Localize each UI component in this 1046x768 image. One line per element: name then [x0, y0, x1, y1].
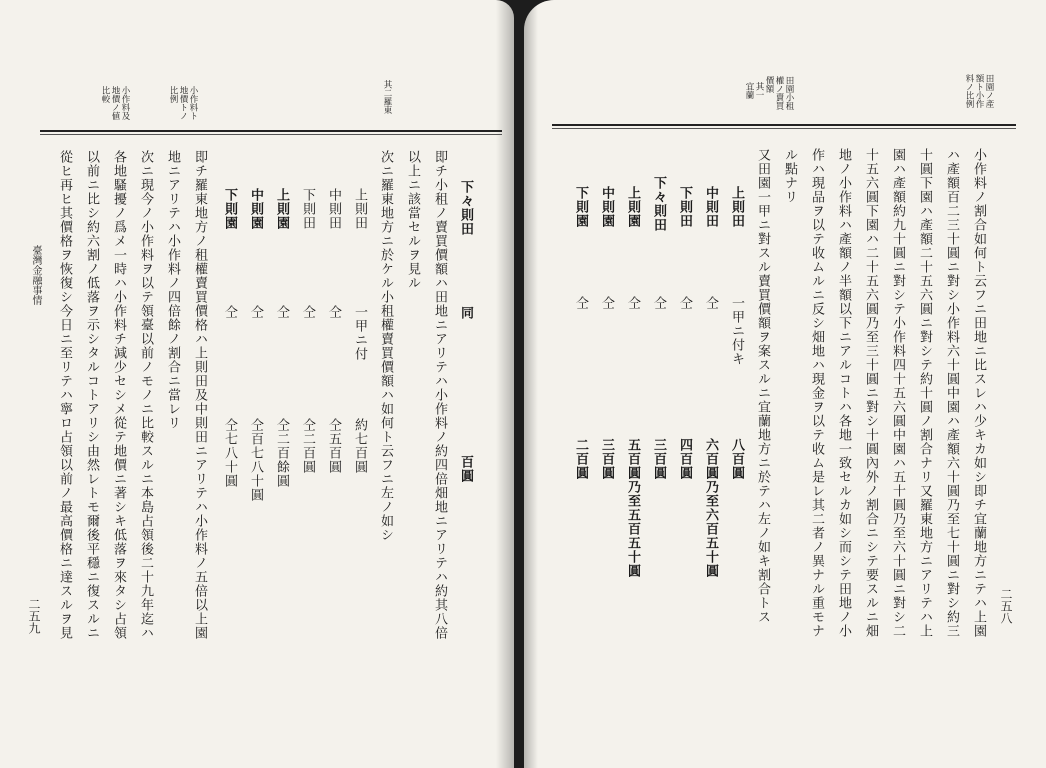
text-column: 十五六圓下園ハ二十五六圓乃至三十圓ニ對シ十圓內外ノ割合ニシテ要スルニ畑	[863, 148, 878, 638]
right-page	[524, 0, 1046, 768]
margin-header-2	[168, 86, 198, 120]
margin-header-3: 其二羅東	[382, 80, 392, 114]
header-rule	[552, 124, 1016, 126]
table-value: 仝二百餘圓	[274, 418, 289, 488]
table-mid: 仝	[222, 305, 237, 319]
text-column: 地ノ小作料ハ產額ノ半額以下ニアルコトハ各地一致セルカ如シ而シテ田地ノ小	[836, 148, 851, 638]
table-label: 上則田	[729, 186, 744, 228]
table-mid: 仝	[274, 305, 289, 319]
table-label: 上則園	[274, 188, 289, 230]
table-label: 下則園	[222, 188, 237, 230]
table-mid: 仝	[599, 296, 614, 310]
table-value: 約七百圓	[352, 418, 367, 474]
table-mid: 仝	[703, 296, 718, 310]
margin-header-1	[100, 86, 130, 120]
table-value: 三百圓	[651, 438, 666, 480]
table-label: 下則田	[677, 186, 692, 228]
table-mid: 仝	[573, 296, 588, 310]
text-column: 次ニ羅東地方ニ於ケル小租權賣買價額ハ如何ト云フニ左ノ如シ	[378, 150, 393, 542]
table-value: 六百圓乃至六百五十圓	[703, 438, 718, 578]
text-column: 作ハ現品ヲ以テ收ムルニ反シ畑地ハ現金ヲ以テ收ム是レ其二者ノ異ナル重モナ	[809, 148, 824, 638]
left-page	[0, 0, 514, 768]
margin-header-line: 小作料及	[120, 86, 130, 120]
table-value: 仝百七八十圓	[248, 418, 263, 502]
page-number: 二五九	[27, 598, 41, 634]
table-label: 下則園	[573, 186, 588, 228]
text-column: 即チ小租ノ賣買價額ハ田地ニアリテハ小作料ノ約四倍畑地ニアリテハ約其八倍	[432, 150, 447, 640]
gutter-shadow	[524, 0, 538, 768]
margin-header-2	[764, 76, 794, 110]
table-label: 上則園	[625, 186, 640, 228]
table-value: 八百圓	[729, 438, 744, 480]
table-label: 下々則田	[651, 176, 666, 232]
text-column: 園ハ產額約九十圓ニ對シテ小作料四十五六圓中園ハ五十圓乃至六十圓ニ對シ二	[890, 148, 905, 638]
text-column-tail: 同	[458, 306, 473, 320]
margin-header-line: 其一	[754, 82, 764, 99]
table-mid: 仝	[677, 296, 692, 310]
table-value: 仝二百圓	[300, 418, 315, 474]
text-column: 以上ニ該當セルヲ見ル	[405, 150, 420, 290]
table-label: 中則園	[248, 188, 263, 230]
text-column: 又田園一甲ニ對スル賣買價額ヲ案スルニ宜蘭地方ニ於テハ左ノ如キ割合トス	[755, 148, 770, 624]
text-column: ハ產額百二三十圓ニ對シ小作料六十圓中園ハ產額六十圓乃至七十圓ニ對シ約三	[944, 148, 959, 638]
text-column: 從ヒ再ヒ其價格ヲ恢復シ今日ニ至リテハ寧ロ占領以前ノ最高價格ニ達スルヲ見	[57, 150, 72, 640]
table-label: 上則田	[352, 188, 367, 230]
text-column: 次ニ現今ノ小作料ヲ以テ領臺以前ノモノニ比較スルニ本島占領後二十九年迄ハ	[138, 150, 153, 640]
table-mid: 仝	[651, 296, 666, 310]
text-column: 地ニアリテハ小作料ノ四倍餘ノ割合ニ當レリ	[165, 150, 180, 430]
margin-header-line: 宜蘭	[744, 82, 754, 99]
table-value: 五百圓乃至五百五十圓	[625, 438, 640, 578]
table-mid: 仝	[248, 305, 263, 319]
margin-header-line: 比較	[100, 86, 110, 103]
text-column: 各地騷擾ノ爲メ一時ハ小作料チ減少セシメ從テ地價ニ著シキ低落ヲ來タシ占領	[111, 150, 126, 640]
text-column: 即チ羅東地方ノ租權賣買價格ハ上則田及中則田ニアリテハ小作料ノ五倍以上園	[192, 150, 207, 640]
table-value: 仝五百圓	[326, 418, 341, 474]
text-column: 小作料ノ割合如何ト云フニ田地ニ比スレハ少キカ如シ即チ宜蘭地方ニテハ上園	[971, 148, 986, 638]
margin-header-line: 比例	[168, 86, 178, 103]
margin-header-3	[744, 82, 764, 99]
margin-header-line: 權ノ賣買	[774, 76, 784, 110]
margin-header-line: 價額	[764, 76, 774, 93]
table-mid: 一甲ニ付	[352, 305, 367, 361]
margin-header-line: 田園ノ產	[984, 74, 994, 108]
running-title: 臺灣金融事情	[30, 245, 41, 305]
text-column: 以前ニ比シ約六割ノ低落ヲ示シタルコトアリシ由然レトモ爾後平穩ニ復スルニ	[84, 150, 99, 640]
table-label: 中則田	[326, 188, 341, 230]
gutter-shadow	[496, 0, 514, 768]
table-value: 仝七八十圓	[222, 418, 237, 488]
page-number: 二五八	[999, 588, 1013, 624]
table-label: 中則園	[599, 186, 614, 228]
margin-header-line: 額ト小作	[974, 74, 984, 108]
table-mid: 仝	[625, 296, 640, 310]
margin-header-1	[964, 74, 994, 108]
table-mid: 仝	[326, 305, 341, 319]
text-column: ル點ナリ	[782, 148, 797, 204]
table-label: 下則田	[300, 188, 315, 230]
text-column: 下々則田	[458, 180, 473, 236]
margin-header-line: 小作料ト	[188, 86, 198, 120]
text-column: 十圓下園ハ產額二十五六圓ニ對シテ約十圓ノ割合ナリ又羅東地方ニアリテハ上	[917, 148, 932, 638]
margin-header-line: 地價ノ値	[110, 86, 120, 120]
table-mid: 一甲ニ付キ	[729, 296, 744, 366]
header-rule	[40, 130, 502, 132]
margin-header-line: 地價トノ	[178, 86, 188, 120]
table-mid: 仝	[300, 305, 315, 319]
margin-header-line: 料ノ比例	[964, 74, 974, 108]
table-value: 二百圓	[573, 438, 588, 480]
table-label: 中則田	[703, 186, 718, 228]
text-column-tail: 百圓	[458, 455, 473, 483]
table-value: 三百圓	[599, 438, 614, 480]
table-value: 四百圓	[677, 438, 692, 480]
margin-header-line: 田園小租	[784, 76, 794, 110]
